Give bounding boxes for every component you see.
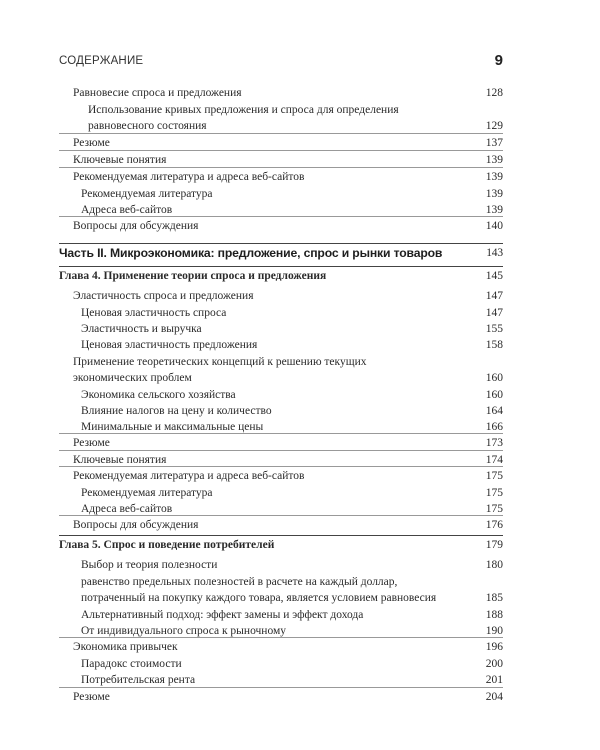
toc-entry-title: Адреса веб-сайтов	[81, 503, 173, 515]
toc-entry-title: Вопросы для обсуждения	[73, 220, 199, 232]
toc-rule	[59, 450, 503, 451]
toc-entry-page: 160	[485, 389, 503, 401]
toc-entry-title: равновесного состояния	[88, 120, 207, 132]
toc-entry-title: Резюме	[73, 691, 110, 703]
toc-entry-title: Рекомендуемая литература и адреса веб-сайтов	[73, 470, 305, 482]
toc-entry-page: 160	[485, 372, 503, 384]
toc-entry-title: Экономика привычек	[73, 641, 178, 653]
toc-entry-title: От индивидуального спроса к рыночному	[81, 625, 287, 637]
toc-entry-title: Равновесие спроса и предложения	[73, 87, 242, 99]
toc-entry-title: Влияние налогов на цену и количество	[81, 405, 272, 417]
toc-entry-title: Часть II. Микроэкономика: предложение, спрос и рынки товаров	[59, 246, 443, 260]
toc-entry-page: 175	[485, 487, 503, 499]
toc-entry-page: 174	[485, 454, 503, 466]
toc-entry-title: Эластичность и выручка	[81, 323, 202, 335]
toc-entry-title: Экономика сельского хозяйства	[81, 389, 236, 401]
toc-entry-title: Парадокс стоимости	[81, 658, 182, 670]
toc-entry-title: Эластичность спроса и предложения	[73, 290, 254, 302]
toc-entry-title: Альтернативный подход: эффект замены и эффект дохода	[81, 609, 364, 621]
toc-entry-title: экономических проблем	[73, 372, 192, 384]
toc-entry-title: Ценовая эластичность предложения	[81, 339, 258, 351]
toc-entry-page: 196	[485, 641, 503, 653]
toc-entry-page: 175	[485, 470, 503, 482]
toc-entry-page: 175	[485, 503, 503, 515]
toc-entry-page: 204	[485, 691, 503, 703]
toc-entry-page: 147	[485, 307, 503, 319]
toc-entry-title: Ценовая эластичность спроса	[81, 307, 227, 319]
toc-rule	[59, 216, 503, 217]
toc-entry-page: 139	[485, 154, 503, 166]
toc-rule	[59, 515, 503, 516]
toc-entry-page: 145	[485, 270, 503, 282]
toc-entry-title: Глава 5. Спрос и поведение потребителей	[59, 539, 275, 551]
toc-rule	[59, 687, 503, 688]
toc-entry-page: 179	[485, 539, 503, 551]
toc-entry-title: Выбор и теория полезности	[81, 559, 218, 571]
toc-rule	[59, 167, 503, 168]
toc-entry-title: потраченный на покупку каждого товара, является условием равновесия	[81, 592, 437, 604]
toc-entry-title: Потребительская рента	[81, 674, 196, 686]
toc-entry-page: 143	[486, 247, 503, 259]
running-title: СОДЕРЖАНИЕ	[59, 55, 144, 67]
toc-entry-page: 139	[485, 171, 503, 183]
toc-rule	[59, 266, 503, 267]
toc-entry-title: Резюме	[73, 437, 110, 449]
toc-entry-page: 190	[485, 625, 503, 637]
toc-entry-page: 139	[485, 188, 503, 200]
page-header	[59, 52, 503, 74]
toc-rule	[59, 466, 503, 467]
page-number: 9	[494, 52, 503, 69]
toc-rule	[59, 243, 503, 244]
toc-entry-title: Адреса веб-сайтов	[81, 204, 173, 216]
toc-entry-page: 155	[485, 323, 503, 335]
toc-entry-title: Ключевые понятия	[73, 154, 167, 166]
toc-entry-title: Ключевые понятия	[73, 454, 167, 466]
toc-entry-page: 185	[485, 592, 503, 604]
toc-entry-page: 147	[485, 290, 503, 302]
toc-entry-page: 128	[485, 87, 503, 99]
toc-entry-title: Рекомендуемая литература	[81, 487, 213, 499]
toc-entry-page: 201	[485, 674, 503, 686]
toc-rule	[59, 433, 503, 434]
toc-entry-page: 129	[485, 120, 503, 132]
toc-entry-title: Резюме	[73, 137, 110, 149]
toc-entry-page: 180	[485, 559, 503, 571]
toc-entry-title: Рекомендуемая литература	[81, 188, 213, 200]
toc-entry-title: Глава 4. Применение теории спроса и предложения	[59, 270, 327, 282]
toc-entry-page: 164	[485, 405, 503, 417]
toc-entry-title: Применение теоретических концепций к решению текущих	[73, 356, 367, 368]
toc-entry-title: равенство предельных полезностей в расчете на каждый доллар,	[81, 576, 398, 588]
toc-entry-page: 140	[485, 220, 503, 232]
toc-entry-page: 176	[485, 519, 503, 531]
toc-entry-page: 200	[485, 658, 503, 670]
toc-entry-title: Минимальные и максимальные цены	[81, 421, 264, 433]
toc-entry-title: Использование кривых предложения и спроса для определения	[88, 104, 399, 116]
toc-rule	[59, 637, 503, 638]
toc-entry-page: 139	[485, 204, 503, 216]
toc-entry-page: 188	[485, 609, 503, 621]
toc-entry-page: 173	[485, 437, 503, 449]
toc-entry-title: Рекомендуемая литература и адреса веб-сайтов	[73, 171, 305, 183]
toc-rule	[59, 150, 503, 151]
toc-rule	[59, 535, 503, 536]
toc-entry-page: 158	[485, 339, 503, 351]
toc-entry-page: 137	[485, 137, 503, 149]
toc-rule	[59, 133, 503, 134]
toc-entry-title: Вопросы для обсуждения	[73, 519, 199, 531]
toc-entry-page: 166	[485, 421, 503, 433]
